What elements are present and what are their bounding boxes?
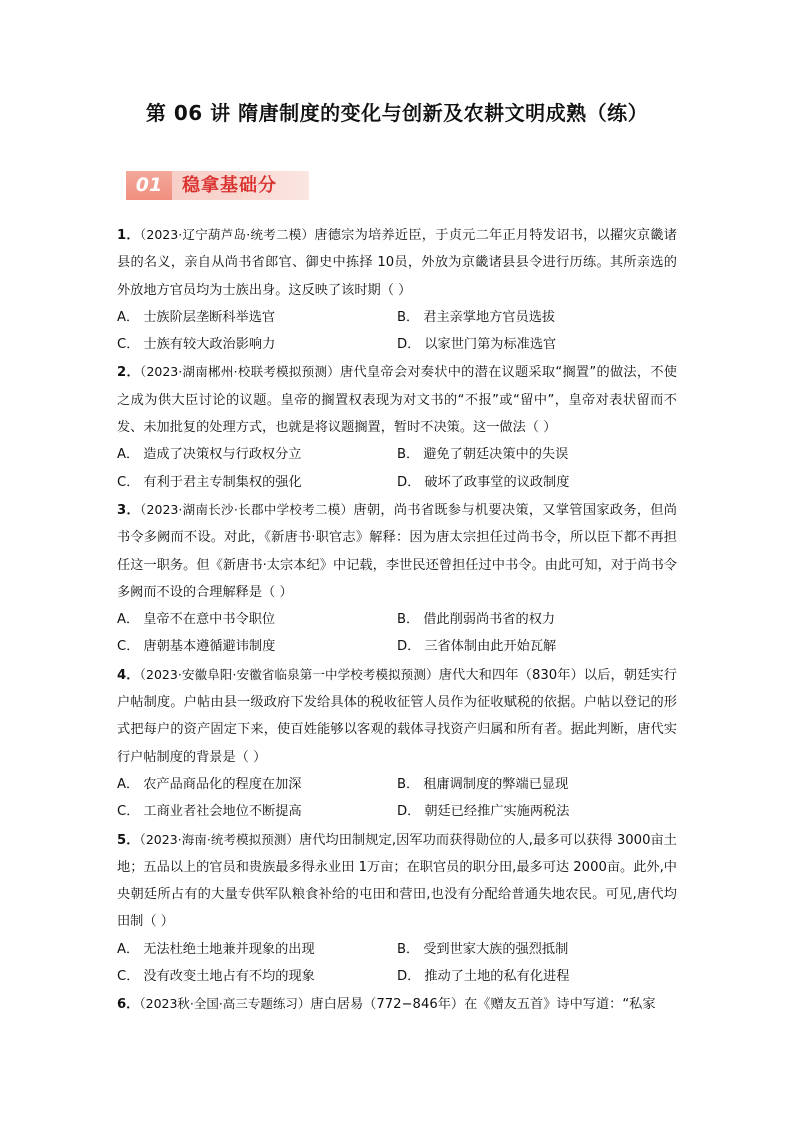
option-text: 有利于君主专制集权的强化 [143,474,302,490]
question-5 [117,826,677,991]
question-list [117,221,677,1019]
option-c[interactable] [117,469,397,496]
question-number: 3． [117,502,140,518]
document-title: 第 06 讲 隋唐制度的变化与创新及农耕文明成熟（练） [145,101,649,125]
options [117,771,677,826]
option-letter: B． [397,941,420,957]
question-text: 唐德宗为培养近臣，于贞元二年正月特发诏书，以擢灾京畿诸县的名义，亲自从尚书省郎官、御史中拣择 10员，外放为京畿诸县县令进行历练。其所亲选的外放地方官员均为士族出身。这反映了该时期（ ） [117,228,677,298]
option-text: 以家世门第为标准选官 [424,337,557,353]
question-stem [117,358,677,441]
question-number: 5． [117,832,140,848]
question-stem [117,826,677,936]
question-2 [117,358,677,495]
option-d[interactable] [397,331,677,358]
option-letter: A． [117,447,140,463]
question-stem [117,496,677,606]
options [117,304,677,359]
option-a[interactable] [117,304,397,331]
question-1 [117,221,677,358]
option-text: 造成了决策权与行政权分立 [143,447,302,463]
question-number: 1． [117,228,140,243]
question-6 [117,990,677,1018]
option-text: 农产品商品化的程度在加深 [143,776,302,792]
option-letter: B． [397,612,420,628]
question-source: （2023·安徽阜阳·安徽省临泉第一中学校考模拟预测） [139,666,439,682]
option-c[interactable] [117,798,397,825]
option-text: 没有改变土地占有不均的现象 [143,969,315,985]
section-label: 稳拿基础分 [182,175,277,196]
option-b[interactable] [397,771,677,798]
option-text: 无法杜绝土地兼并现象的出现 [143,941,315,957]
question-stem [117,661,677,771]
option-text: 士族有较大政治影响力 [143,337,276,353]
question-text: 唐代皇帝会对奏状中的潜在议题采取“搁置”的做法，不使之成为供大臣讨论的议题。皇帝的搁置权表现为对文书的“不报”或“留中”，皇帝对表状留而不发、未加批复的处理方式，也就是将议题搁置，暂时不决策。这一做法（ ） [117,365,677,436]
section-banner [126,171,309,200]
option-b[interactable] [397,606,677,633]
option-letter: A． [117,941,140,957]
option-letter: C． [117,474,140,490]
option-letter: A． [117,776,140,792]
question-number: 4． [117,667,140,683]
option-a[interactable] [117,936,397,963]
question-number: 2． [117,365,140,381]
option-text: 避免了朝廷决策中的失误 [423,447,569,463]
question-stem [117,221,677,304]
option-letter: D． [397,337,421,353]
question-source: （2023·湖南郴州·校联考模拟预测） [139,364,341,380]
option-letter: D． [397,804,421,820]
question-source: （2023·海南·统考模拟预测） [139,831,299,847]
question-3 [117,496,677,661]
question-number: 6． [117,997,140,1013]
option-text: 受到世家大族的强烈抵制 [423,941,569,957]
option-text: 三省体制由此开始瓦解 [424,639,557,655]
option-letter: C． [117,639,140,655]
option-text: 工商业者社会地位不断提高 [143,804,302,820]
question-text: 唐白居易（772−846年）在《赠友五首》诗中写道：“私家 [310,997,656,1013]
option-text: 推动了土地的私有化进程 [424,969,570,985]
option-a[interactable] [117,771,397,798]
option-d[interactable] [397,633,677,660]
option-letter: C． [117,969,140,985]
option-d[interactable] [397,963,677,990]
options [117,936,677,991]
option-letter: B． [397,447,420,463]
options [117,606,677,661]
question-source: （2023·辽宁葫芦岛·统考二模） [139,227,315,242]
question-text: 唐代均田制规定,因军功而获得勋位的人,最多可以获得 3000亩土地；五品以上的官员和贵族最多得永业田 1万亩；在职官员的职分田,最多可达 2000亩。此外,中央朝廷所占有的大量专供军队粮食补给的屯田和营田,也没有分配给普通失地农民。可见,唐代均田制（ ） [117,832,677,930]
option-a[interactable] [117,441,397,468]
option-letter: B． [397,776,420,792]
option-b[interactable] [397,304,677,331]
option-text: 租庸调制度的弊端已显现 [423,776,569,792]
option-text: 借此削弱尚书省的权力 [423,612,556,628]
option-letter: D． [397,474,421,490]
option-b[interactable] [397,441,677,468]
option-letter: A． [117,612,140,628]
option-c[interactable] [117,963,397,990]
question-text: 唐代大和四年（830年）以后，朝廷实行户帖制度。户帖由县一级政府下发给具体的税收征管人员作为征收赋税的依据。户帖以登记的形式把每户的资产固定下来，使百姓能够以客观的载体寻找资产归属和所有者。据此判断，唐代实行户帖制度的背景是（ ） [117,667,677,765]
option-letter: A． [117,309,140,325]
option-b[interactable] [397,936,677,963]
option-letter: D． [397,639,421,655]
option-c[interactable] [117,633,397,660]
question-source: （2023秋·全国·高三专题练习） [139,996,311,1012]
option-text: 皇帝不在意中书令职位 [143,612,276,628]
question-4 [117,661,677,826]
option-d[interactable] [397,798,677,825]
option-d[interactable] [397,469,677,496]
option-text: 士族阶层垄断科举选官 [143,309,276,325]
question-source: （2023·湖南长沙·长郡中学校考二模） [139,501,354,517]
section-number: 01 [135,174,163,196]
option-letter: C． [117,337,140,353]
question-text: 唐朝，尚书省既参与机要决策，又掌管国家政务，但尚书令多阙而不设。对此，《新唐书·职官志》解释：因为唐太宗担任过尚书令，所以臣下都不再担任这一职务。但《新唐书·太宗本纪》中记载，李世民还曾担任过中书令。由此可知，对于尚书令多阙而不设的合理解释是（ ） [117,502,677,600]
option-c[interactable] [117,331,397,358]
option-text: 君主亲掌地方官员选拔 [423,309,556,325]
option-letter: C． [117,804,140,820]
option-a[interactable] [117,606,397,633]
option-text: 破坏了政事堂的议政制度 [424,474,570,490]
option-letter: D． [397,969,421,985]
options [117,441,677,496]
option-letter: B． [397,309,420,325]
option-text: 唐朝基本遵循避讳制度 [143,639,276,655]
option-text: 朝廷已经推广实施两税法 [424,804,570,820]
question-stem [117,990,677,1018]
